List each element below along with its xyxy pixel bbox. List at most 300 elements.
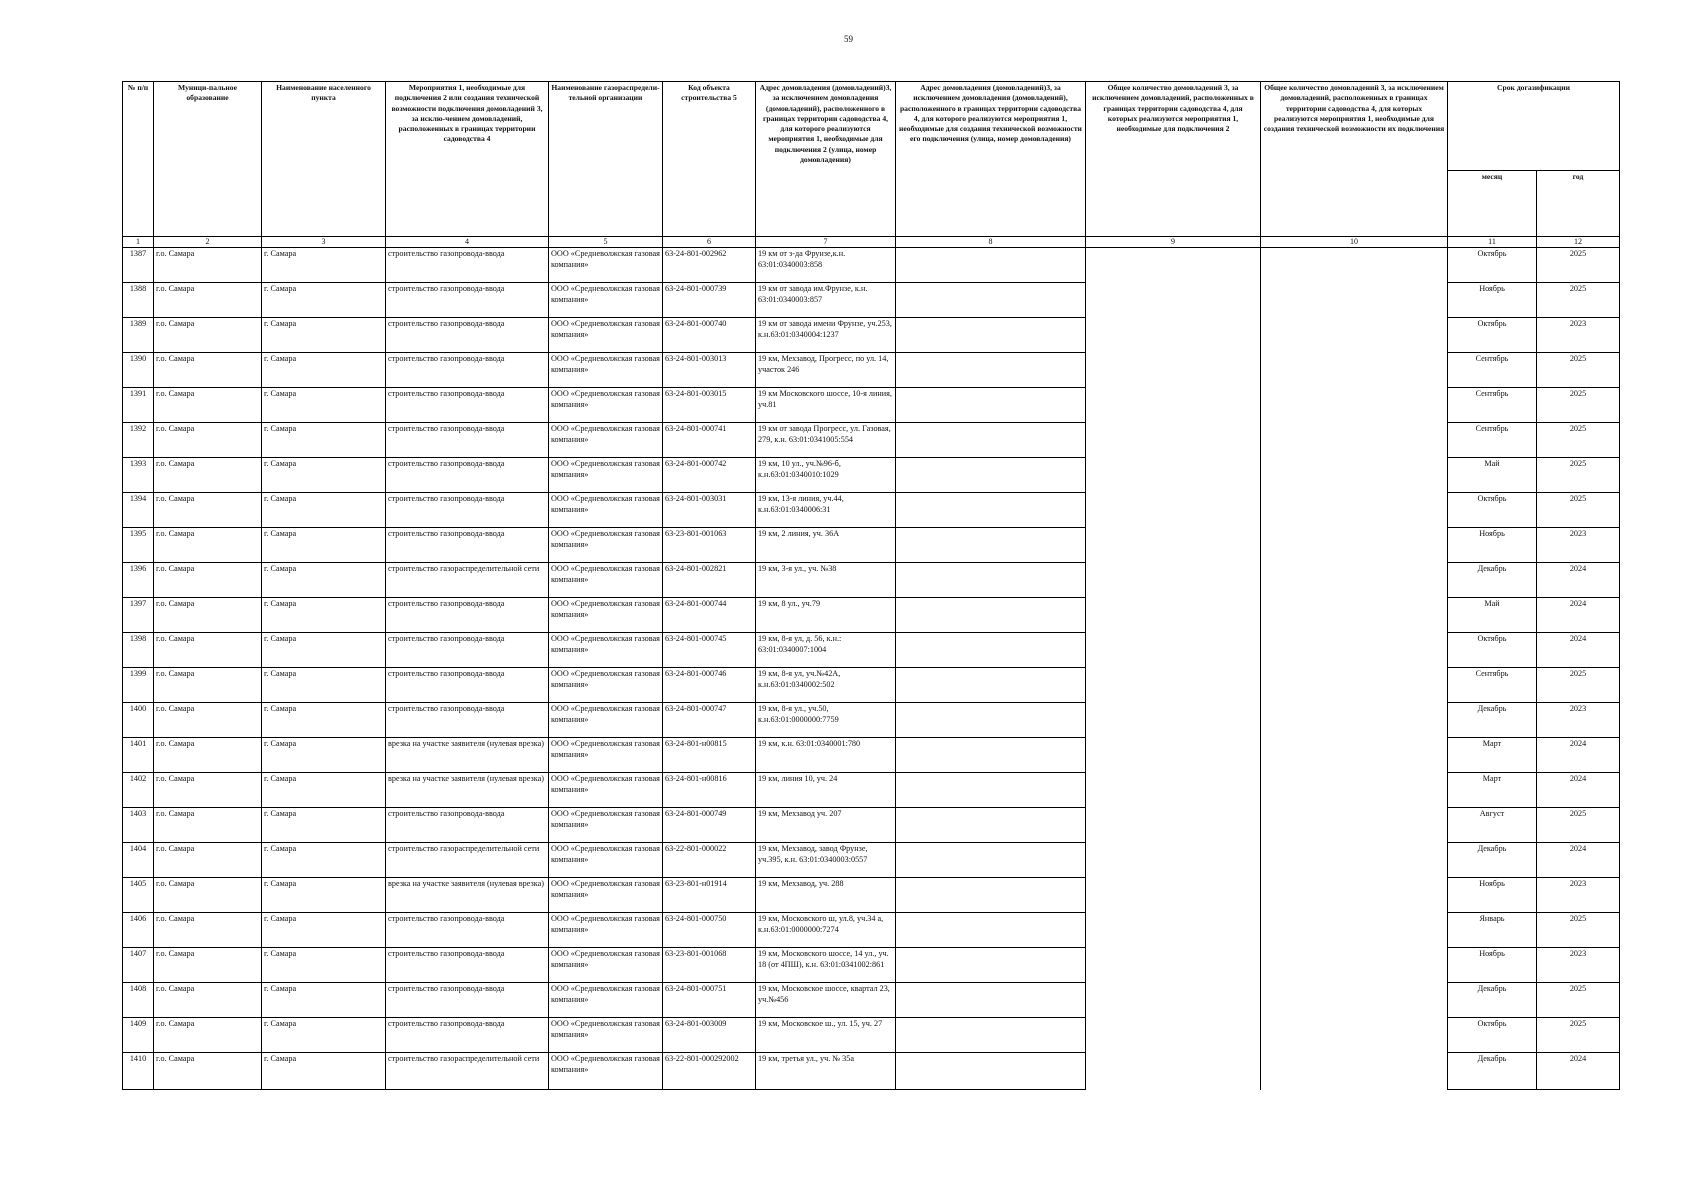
year-cell: 2025	[1537, 423, 1620, 458]
object-code-cell: 63-24-801-н00815	[663, 738, 756, 773]
row-number: 1389	[123, 318, 154, 353]
table-row	[123, 703, 1620, 738]
header-address-connection: Адрес домовладения (домовладений)3, за исключением домовладения (домовладений), расположенного в границах территории садоводства 4, для которого реализуются мероприятия 1, необходимые для подключения 2 (улица, номер домовладения)	[756, 82, 896, 237]
address-cell: 19 км, линия 10, уч. 24	[756, 773, 896, 808]
table-row	[123, 493, 1620, 528]
count-technical-cell	[1261, 703, 1448, 738]
organization-cell: ООО «Средневолжская газовая компания»	[549, 878, 663, 913]
address-cell: 19 км, 2 линия, уч. 36А	[756, 528, 896, 563]
count-connection-cell	[1086, 598, 1261, 633]
month-cell: Сентябрь	[1448, 353, 1537, 388]
address-cell: 19 км, Московского шоссе, 14 ул., уч. 18 (от 4ПШ), к.н. 63:01:0341002:861	[756, 948, 896, 983]
row-number: 1391	[123, 388, 154, 423]
month-cell: Декабрь	[1448, 563, 1537, 598]
municipality-cell: г.о. Самара	[154, 598, 262, 633]
address-technical-cell	[896, 493, 1086, 528]
month-cell: Май	[1448, 458, 1537, 493]
row-number: 1393	[123, 458, 154, 493]
municipality-cell: г.о. Самара	[154, 738, 262, 773]
address-technical-cell	[896, 388, 1086, 423]
municipality-cell: г.о. Самара	[154, 1018, 262, 1053]
address-technical-cell	[896, 423, 1086, 458]
address-cell: 19 км, 8-я ул, д. 56, к.н.: 63:01:0340007:1004	[756, 633, 896, 668]
column-number: 11	[1448, 237, 1537, 248]
measure-cell: строительство газопровода-ввода	[386, 808, 549, 843]
object-code-cell: 63-24-801-000744	[663, 598, 756, 633]
header-count-connection: Общее количество домовладений 3, за исключением домовладений, расположенных в границах территории садоводства 4, для которых реализуются мероприятия 1, необходимые для подключения 2	[1086, 82, 1261, 237]
municipality-cell: г.о. Самара	[154, 948, 262, 983]
month-cell: Ноябрь	[1448, 948, 1537, 983]
count-connection-cell	[1086, 423, 1261, 458]
table-row	[123, 668, 1620, 703]
address-technical-cell	[896, 528, 1086, 563]
count-connection-cell	[1086, 1053, 1261, 1090]
measure-cell: строительство газопровода-ввода	[386, 528, 549, 563]
year-cell: 2025	[1537, 248, 1620, 283]
measure-cell: строительство газопровода-ввода	[386, 388, 549, 423]
object-code-cell: 63-24-801-000742	[663, 458, 756, 493]
address-technical-cell	[896, 773, 1086, 808]
count-connection-cell	[1086, 843, 1261, 878]
count-technical-cell	[1261, 248, 1448, 283]
object-code-cell: 63-22-801-000292002	[663, 1053, 756, 1090]
settlement-cell: г. Самара	[262, 948, 386, 983]
table-row	[123, 353, 1620, 388]
organization-cell: ООО «Средневолжская газовая компания»	[549, 318, 663, 353]
column-number: 4	[386, 237, 549, 248]
measure-cell: строительство газопровода-ввода	[386, 248, 549, 283]
organization-cell: ООО «Средневолжская газовая компания»	[549, 808, 663, 843]
measure-cell: строительство газораспределительной сети	[386, 563, 549, 598]
measure-cell: строительство газопровода-ввода	[386, 633, 549, 668]
count-technical-cell	[1261, 808, 1448, 843]
year-cell: 2024	[1537, 738, 1620, 773]
organization-cell: ООО «Средневолжская газовая компания»	[549, 283, 663, 318]
count-connection-cell	[1086, 528, 1261, 563]
settlement-cell: г. Самара	[262, 668, 386, 703]
row-number: 1410	[123, 1053, 154, 1090]
table-row	[123, 878, 1620, 913]
municipality-cell: г.о. Самара	[154, 528, 262, 563]
address-technical-cell	[896, 843, 1086, 878]
settlement-cell: г. Самара	[262, 388, 386, 423]
row-number: 1408	[123, 983, 154, 1018]
municipality-cell: г.о. Самара	[154, 668, 262, 703]
count-technical-cell	[1261, 563, 1448, 598]
column-number: 6	[663, 237, 756, 248]
row-number: 1388	[123, 283, 154, 318]
address-technical-cell	[896, 668, 1086, 703]
year-cell: 2025	[1537, 983, 1620, 1018]
address-cell: 19 км от завода имени Фрунзе, уч.253, к.н.63:01:0340004:1237	[756, 318, 896, 353]
table-row	[123, 248, 1620, 283]
count-connection-cell	[1086, 1018, 1261, 1053]
organization-cell: ООО «Средневолжская газовая компания»	[549, 983, 663, 1018]
measure-cell: строительство газопровода-ввода	[386, 423, 549, 458]
settlement-cell: г. Самара	[262, 563, 386, 598]
year-cell: 2024	[1537, 598, 1620, 633]
table-row	[123, 983, 1620, 1018]
measure-cell: строительство газопровода-ввода	[386, 703, 549, 738]
row-number: 1409	[123, 1018, 154, 1053]
address-cell: 19 км, Московское шоссе, квартал 23, уч.№456	[756, 983, 896, 1018]
count-technical-cell	[1261, 598, 1448, 633]
month-cell: Октябрь	[1448, 1018, 1537, 1053]
header-month: месяц	[1448, 171, 1537, 237]
count-technical-cell	[1261, 1018, 1448, 1053]
settlement-cell: г. Самара	[262, 318, 386, 353]
row-number: 1399	[123, 668, 154, 703]
object-code-cell: 63-23-801-001068	[663, 948, 756, 983]
address-technical-cell	[896, 458, 1086, 493]
settlement-cell: г. Самара	[262, 423, 386, 458]
count-connection-cell	[1086, 668, 1261, 703]
year-cell: 2024	[1537, 633, 1620, 668]
object-code-cell: 63-24-801-н00816	[663, 773, 756, 808]
count-connection-cell	[1086, 948, 1261, 983]
count-technical-cell	[1261, 843, 1448, 878]
year-cell: 2025	[1537, 913, 1620, 948]
month-cell: Декабрь	[1448, 703, 1537, 738]
address-cell: 19 км, Московского ш, ул.8, уч.34 а, к.н.63:01:0000000:7274	[756, 913, 896, 948]
count-technical-cell	[1261, 878, 1448, 913]
object-code-cell: 63-23-801-н01914	[663, 878, 756, 913]
count-technical-cell	[1261, 633, 1448, 668]
address-cell: 19 км Московского шоссе, 10-я линия, уч.81	[756, 388, 896, 423]
municipality-cell: г.о. Самара	[154, 773, 262, 808]
address-cell: 19 км от завода им.Фрунзе, к.н. 63:01:0340003:857	[756, 283, 896, 318]
table-row	[123, 913, 1620, 948]
address-cell: 19 км от з-да Фрунзе,к.н. 63:01:0340003:858	[756, 248, 896, 283]
address-cell: 19 км от завода Прогресс, ул. Газовая, 279, к.н. 63:01:0341005:554	[756, 423, 896, 458]
address-technical-cell	[896, 983, 1086, 1018]
municipality-cell: г.о. Самара	[154, 318, 262, 353]
organization-cell: ООО «Средневолжская газовая компания»	[549, 703, 663, 738]
address-cell: 19 км, 13-я линия, уч.44, к.н.63:01:0340006:31	[756, 493, 896, 528]
count-connection-cell	[1086, 738, 1261, 773]
table-row	[123, 633, 1620, 668]
address-technical-cell	[896, 738, 1086, 773]
organization-cell: ООО «Средневолжская газовая компания»	[549, 563, 663, 598]
header-organization: Наименование газораспредели-тельной организации	[549, 82, 663, 237]
settlement-cell: г. Самара	[262, 843, 386, 878]
object-code-cell: 63-24-801-002962	[663, 248, 756, 283]
column-number: 5	[549, 237, 663, 248]
count-technical-cell	[1261, 388, 1448, 423]
object-code-cell: 63-24-801-000751	[663, 983, 756, 1018]
month-cell: Сентябрь	[1448, 388, 1537, 423]
column-number: 7	[756, 237, 896, 248]
measure-cell: строительство газопровода-ввода	[386, 353, 549, 388]
table-row	[123, 563, 1620, 598]
count-connection-cell	[1086, 703, 1261, 738]
month-cell: Январь	[1448, 913, 1537, 948]
organization-cell: ООО «Средневолжская газовая компания»	[549, 948, 663, 983]
address-cell: 19 км, 8-я ул., уч.50, к.н.63:01:0000000:7759	[756, 703, 896, 738]
table-row	[123, 528, 1620, 563]
address-technical-cell	[896, 598, 1086, 633]
count-technical-cell	[1261, 948, 1448, 983]
organization-cell: ООО «Средневолжская газовая компания»	[549, 388, 663, 423]
municipality-cell: г.о. Самара	[154, 633, 262, 668]
month-cell: Декабрь	[1448, 983, 1537, 1018]
municipality-cell: г.о. Самара	[154, 878, 262, 913]
count-connection-cell	[1086, 983, 1261, 1018]
address-technical-cell	[896, 703, 1086, 738]
year-cell: 2025	[1537, 283, 1620, 318]
month-cell: Октябрь	[1448, 248, 1537, 283]
address-technical-cell	[896, 353, 1086, 388]
settlement-cell: г. Самара	[262, 633, 386, 668]
header-municipality: Муници-пальное образование	[154, 82, 262, 237]
count-technical-cell	[1261, 318, 1448, 353]
settlement-cell: г. Самара	[262, 878, 386, 913]
municipality-cell: г.о. Самара	[154, 248, 262, 283]
measure-cell: врезка на участке заявителя (нулевая врезка)	[386, 738, 549, 773]
row-number: 1403	[123, 808, 154, 843]
count-technical-cell	[1261, 423, 1448, 458]
row-number: 1400	[123, 703, 154, 738]
object-code-cell: 63-24-801-003031	[663, 493, 756, 528]
address-technical-cell	[896, 1053, 1086, 1090]
measure-cell: строительство газопровода-ввода	[386, 318, 549, 353]
header-gasification-term: Срок догазификации	[1448, 82, 1620, 171]
organization-cell: ООО «Средневолжская газовая компания»	[549, 423, 663, 458]
settlement-cell: г. Самара	[262, 353, 386, 388]
row-number: 1387	[123, 248, 154, 283]
table-row	[123, 738, 1620, 773]
row-number: 1395	[123, 528, 154, 563]
object-code-cell: 63-24-801-003009	[663, 1018, 756, 1053]
count-connection-cell	[1086, 773, 1261, 808]
address-technical-cell	[896, 633, 1086, 668]
object-code-cell: 63-22-801-000022	[663, 843, 756, 878]
count-connection-cell	[1086, 913, 1261, 948]
header-year: год	[1537, 171, 1620, 237]
table-header	[123, 82, 1620, 248]
month-cell: Май	[1448, 598, 1537, 633]
measure-cell: строительство газопровода-ввода	[386, 598, 549, 633]
month-cell: Ноябрь	[1448, 878, 1537, 913]
address-cell: 19 км, Мехзавод, уч. 288	[756, 878, 896, 913]
municipality-cell: г.о. Самара	[154, 283, 262, 318]
year-cell: 2025	[1537, 668, 1620, 703]
organization-cell: ООО «Средневолжская газовая компания»	[549, 248, 663, 283]
count-connection-cell	[1086, 458, 1261, 493]
year-cell: 2024	[1537, 773, 1620, 808]
month-cell: Октябрь	[1448, 493, 1537, 528]
measure-cell: строительство газопровода-ввода	[386, 913, 549, 948]
measure-cell: строительство газораспределительной сети	[386, 1053, 549, 1090]
object-code-cell: 63-24-801-000740	[663, 318, 756, 353]
month-cell: Декабрь	[1448, 1053, 1537, 1090]
organization-cell: ООО «Средневолжская газовая компания»	[549, 493, 663, 528]
table-row	[123, 1018, 1620, 1053]
measure-cell: врезка на участке заявителя (нулевая врезка)	[386, 773, 549, 808]
municipality-cell: г.о. Самара	[154, 458, 262, 493]
measure-cell: строительство газопровода-ввода	[386, 458, 549, 493]
page-number: 59	[844, 34, 853, 44]
address-technical-cell	[896, 1018, 1086, 1053]
organization-cell: ООО «Средневолжская газовая компания»	[549, 1053, 663, 1090]
object-code-cell: 63-24-801-000741	[663, 423, 756, 458]
municipality-cell: г.о. Самара	[154, 983, 262, 1018]
count-technical-cell	[1261, 458, 1448, 493]
table-row	[123, 423, 1620, 458]
object-code-cell: 63-24-801-000739	[663, 283, 756, 318]
settlement-cell: г. Самара	[262, 983, 386, 1018]
column-number: 10	[1261, 237, 1448, 248]
year-cell: 2025	[1537, 458, 1620, 493]
count-technical-cell	[1261, 773, 1448, 808]
address-technical-cell	[896, 283, 1086, 318]
municipality-cell: г.о. Самара	[154, 388, 262, 423]
row-number: 1407	[123, 948, 154, 983]
count-connection-cell	[1086, 878, 1261, 913]
address-cell: 19 км, 10 ул., уч.№96-б, к.н.63:01:0340010:1029	[756, 458, 896, 493]
header-settlement: Наименование населенного пункта	[262, 82, 386, 237]
table-row	[123, 1053, 1620, 1090]
settlement-cell: г. Самара	[262, 458, 386, 493]
year-cell: 2025	[1537, 353, 1620, 388]
object-code-cell: 63-23-801-001063	[663, 528, 756, 563]
measure-cell: строительство газораспределительной сети	[386, 843, 549, 878]
organization-cell: ООО «Средневолжская газовая компания»	[549, 913, 663, 948]
row-number: 1394	[123, 493, 154, 528]
column-number: 12	[1537, 237, 1620, 248]
count-technical-cell	[1261, 493, 1448, 528]
municipality-cell: г.о. Самара	[154, 493, 262, 528]
settlement-cell: г. Самара	[262, 703, 386, 738]
row-number: 1398	[123, 633, 154, 668]
year-cell: 2025	[1537, 808, 1620, 843]
table-row	[123, 598, 1620, 633]
settlement-cell: г. Самара	[262, 248, 386, 283]
month-cell: Октябрь	[1448, 633, 1537, 668]
count-connection-cell	[1086, 493, 1261, 528]
organization-cell: ООО «Средневолжская газовая компания»	[549, 668, 663, 703]
organization-cell: ООО «Средневолжская газовая компания»	[549, 633, 663, 668]
organization-cell: ООО «Средневолжская газовая компания»	[549, 1018, 663, 1053]
object-code-cell: 63-24-801-000750	[663, 913, 756, 948]
header-number: № п/п	[123, 82, 154, 237]
address-cell: 19 км, 8 ул., уч.79	[756, 598, 896, 633]
settlement-cell: г. Самара	[262, 773, 386, 808]
count-connection-cell	[1086, 633, 1261, 668]
measure-cell: строительство газопровода-ввода	[386, 948, 549, 983]
address-technical-cell	[896, 248, 1086, 283]
measure-cell: строительство газопровода-ввода	[386, 493, 549, 528]
year-cell: 2023	[1537, 318, 1620, 353]
address-cell: 19 км, 3-я ул., уч. №38	[756, 563, 896, 598]
object-code-cell: 63-24-801-000746	[663, 668, 756, 703]
row-number: 1397	[123, 598, 154, 633]
month-cell: Ноябрь	[1448, 283, 1537, 318]
table-row	[123, 808, 1620, 843]
measure-cell: строительство газопровода-ввода	[386, 1018, 549, 1053]
count-connection-cell	[1086, 248, 1261, 283]
object-code-cell: 63-24-801-003015	[663, 388, 756, 423]
municipality-cell: г.о. Самара	[154, 843, 262, 878]
object-code-cell: 63-24-801-003013	[663, 353, 756, 388]
measure-cell: строительство газопровода-ввода	[386, 283, 549, 318]
address-cell: 19 км, Московское ш., ул. 15, уч. 27	[756, 1018, 896, 1053]
count-technical-cell	[1261, 528, 1448, 563]
year-cell: 2024	[1537, 1053, 1620, 1090]
year-cell: 2025	[1537, 493, 1620, 528]
address-technical-cell	[896, 563, 1086, 598]
column-number: 9	[1086, 237, 1261, 248]
object-code-cell: 63-24-801-000749	[663, 808, 756, 843]
address-technical-cell	[896, 913, 1086, 948]
gasification-table	[122, 81, 1620, 1090]
column-number-row	[123, 237, 1620, 248]
municipality-cell: г.о. Самара	[154, 353, 262, 388]
count-connection-cell	[1086, 283, 1261, 318]
column-number: 1	[123, 237, 154, 248]
month-cell: Март	[1448, 738, 1537, 773]
settlement-cell: г. Самара	[262, 283, 386, 318]
count-connection-cell	[1086, 563, 1261, 598]
year-cell: 2023	[1537, 528, 1620, 563]
column-number: 2	[154, 237, 262, 248]
settlement-cell: г. Самара	[262, 528, 386, 563]
settlement-cell: г. Самара	[262, 493, 386, 528]
count-connection-cell	[1086, 808, 1261, 843]
object-code-cell: 63-24-801-002821	[663, 563, 756, 598]
address-cell: 19 км, Мехзавод уч. 207	[756, 808, 896, 843]
row-number: 1405	[123, 878, 154, 913]
table-body	[123, 248, 1620, 1090]
year-cell: 2023	[1537, 878, 1620, 913]
object-code-cell: 63-24-801-000745	[663, 633, 756, 668]
row-number: 1396	[123, 563, 154, 598]
table-row	[123, 773, 1620, 808]
month-cell: Декабрь	[1448, 843, 1537, 878]
measure-cell: строительство газопровода-ввода	[386, 668, 549, 703]
municipality-cell: г.о. Самара	[154, 423, 262, 458]
organization-cell: ООО «Средневолжская газовая компания»	[549, 773, 663, 808]
address-cell: 19 км, к.н. 63:01:0340001:780	[756, 738, 896, 773]
header-address-technical: Адрес домовладения (домовладений)3, за исключением домовладения (домовладений), расположенного в границах территории садоводства 4, для которого реализуются мероприятия 1, необходимые для создания технической возможности его подключения (улица, номер домовладения)	[896, 82, 1086, 237]
month-cell: Сентябрь	[1448, 423, 1537, 458]
row-number: 1404	[123, 843, 154, 878]
address-cell: 19 км, Мехзавод, Прогресс, по ул. 14, участок 246	[756, 353, 896, 388]
month-cell: Сентябрь	[1448, 668, 1537, 703]
settlement-cell: г. Самара	[262, 598, 386, 633]
table-row	[123, 388, 1620, 423]
municipality-cell: г.о. Самара	[154, 563, 262, 598]
row-number: 1401	[123, 738, 154, 773]
table-row	[123, 458, 1620, 493]
header-measures: Мероприятия 1, необходимые для подключения 2 или создания технической возможности подключения домовладений 3, за исклю-чением домовладений, расположенных в границах территории садоводства 4	[386, 82, 549, 237]
municipality-cell: г.о. Самара	[154, 703, 262, 738]
address-cell: 19 км, 8-я ул, уч.№42А, к.н.63:01:0340002:502	[756, 668, 896, 703]
measure-cell: строительство газопровода-ввода	[386, 983, 549, 1018]
organization-cell: ООО «Средневолжская газовая компания»	[549, 598, 663, 633]
address-cell: 19 км, третья ул., уч. № 35а	[756, 1053, 896, 1090]
month-cell: Март	[1448, 773, 1537, 808]
month-cell: Октябрь	[1448, 318, 1537, 353]
measure-cell: врезка на участке заявителя (нулевая врезка)	[386, 878, 549, 913]
count-technical-cell	[1261, 353, 1448, 388]
year-cell: 2023	[1537, 703, 1620, 738]
row-number: 1390	[123, 353, 154, 388]
table-row	[123, 948, 1620, 983]
header-object-code: Код объекта строительства 5	[663, 82, 756, 237]
table-row	[123, 318, 1620, 353]
settlement-cell: г. Самара	[262, 1053, 386, 1090]
